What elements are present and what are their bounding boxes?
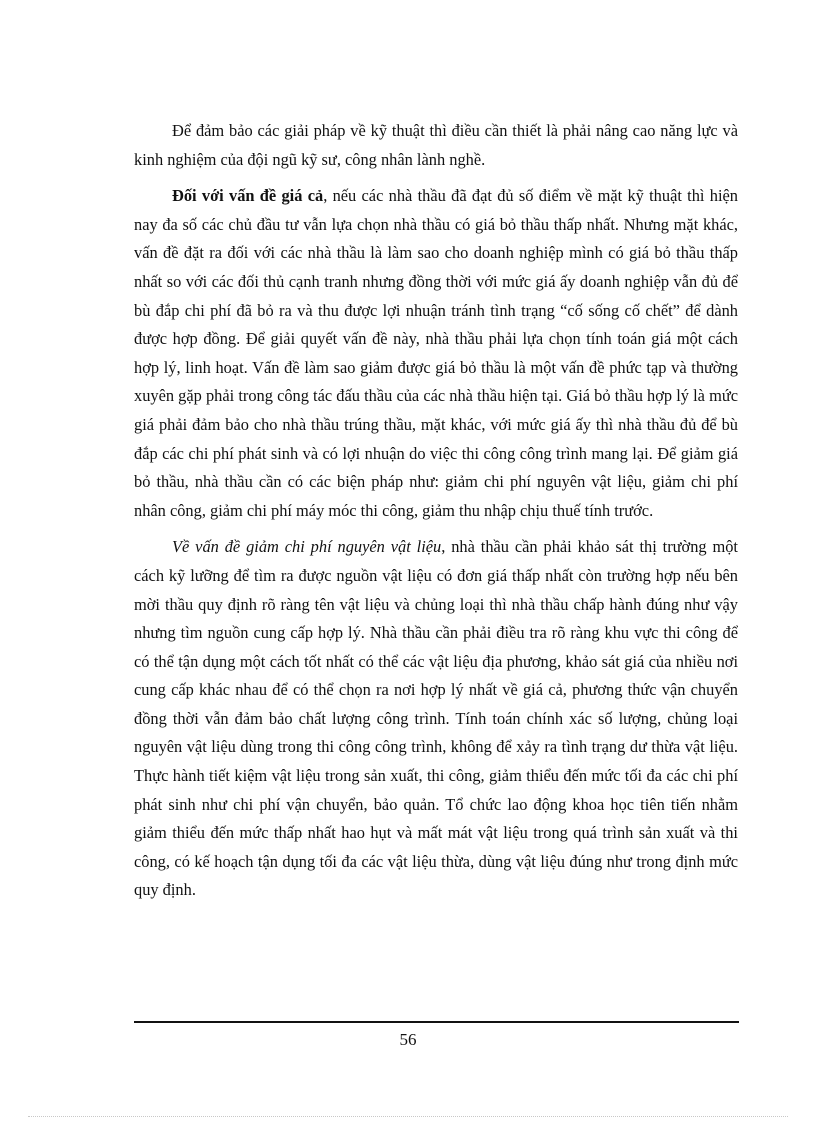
document-body	[134, 117, 738, 913]
page-number: 56	[399, 1030, 417, 1049]
page-bottom-dotted-edge	[28, 1116, 788, 1117]
paragraph-2-lead: Đối với vấn đề giá cả	[172, 186, 324, 206]
paragraph-3-text: , nhà thầu cần phải khảo sát thị trường một cách kỹ lưỡng để tìm ra được nguồn vật liệu có đơn giá thấp nhất còn trường hợp nếu bên mời thầu quy định rõ ràng tên vật liệu và chủng loại thì nhà thầu chấp hành đúng như vậy nhưng tìm nguồn cung cấp hợp lý. Nhà thầu cần phải điều tra rõ ràng khu vực thi công để có thể tận dụng một cách tốt nhất có thể các vật liệu địa phương, khảo sát giá của nhiều nơi cung cấp khác nhau để có thể chọn ra nơi hợp lý nhất về giá cả, phương thức vận chuyển đồng thời vẫn đảm bảo chất lượng công trình. Tính toán chính xác số lượng, chủng loại nguyên vật liệu dùng trong thi công công trình, không để xảy ra tình trạng dư thừa vật liệu. Thực hành tiết kiệm vật liệu trong sản xuất, thi công, giảm thiểu đến mức tối đa các chi phí phát sinh như chi phí vận chuyển, bảo quản. Tổ chức lao động khoa học tiên tiến nhằm giảm thiểu đến mức thấp nhất hao hụt và mất mát vật liệu trong quá trình sản xuất và thi công, có kế hoạch tận dụng tối đa các vật liệu thừa, dùng vật liệu đúng như trong định mức quy định.	[134, 537, 738, 900]
footer-rule	[134, 1021, 739, 1023]
paragraph-1-text: Để đảm bảo các giải pháp về kỹ thuật thì điều cần thiết là phải nâng cao năng lực và kinh nghiệm của đội ngũ kỹ sư, công nhân lành nghề.	[134, 121, 738, 169]
paragraph-1	[134, 117, 738, 174]
paragraph-3-lead: Về vấn đề giảm chi phí nguyên vật liệu	[172, 537, 442, 557]
paragraph-2	[134, 182, 738, 525]
paragraph-3	[134, 533, 738, 905]
paragraph-2-text: , nếu các nhà thầu đã đạt đủ số điểm về mặt kỹ thuật thì hiện nay đa số các chủ đầu tư vẫn lựa chọn nhà thầu có giá bỏ thầu thấp nhất. Nhưng mặt khác, vấn đề đặt ra đối với các nhà thầu là làm sao cho doanh nghiệp mình có giá bỏ thầu thấp nhất so với các đối thủ cạnh tranh nhưng đồng thời với mức giá ấy doanh nghiệp vẫn đủ để bù đắp chi phí đã bỏ ra và thu được lợi nhuận tránh tình trạng “cố sống cố chết” để dành được hợp đồng. Để giải quyết vấn đề này, nhà thầu phải lựa chọn tính toán giá một cách hợp lý, linh hoạt. Vấn đề làm sao giảm được giá bỏ thầu là một vấn đề phức tạp và thường xuyên gặp phải trong công tác đấu thầu của các nhà thầu hiện tại. Giá bỏ thầu hợp lý là mức giá phải đảm bảo cho nhà thầu trúng thầu, mặt khác, với mức giá ấy thì nhà thầu đủ để bù đắp các chi phí phát sinh và có lợi nhuận do việc thi công công trình mang lại. Để giảm giá bỏ thầu, nhà thầu cần có các biện pháp như: giảm chi phí nguyên vật liệu, giảm chi phí nhân công, giảm chi phí máy móc thi công, giảm thu nhập chịu thuế tính trước.	[134, 186, 738, 520]
